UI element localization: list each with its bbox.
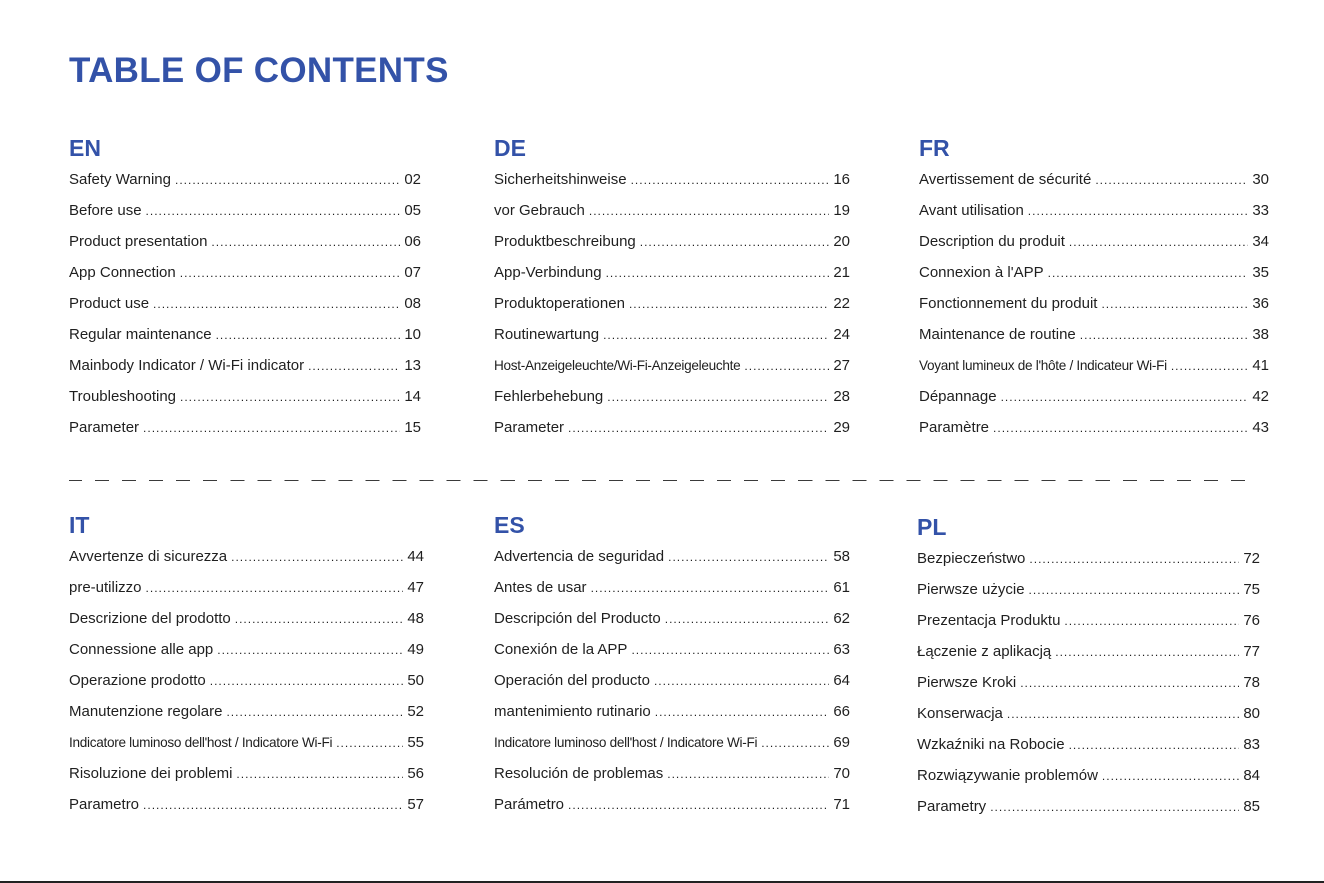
dot-leader	[1064, 611, 1239, 631]
toc-entry-page: 27	[833, 357, 850, 374]
toc-entry-label: Bezpieczeństwo	[917, 550, 1026, 567]
toc-entry-page: 30	[1252, 171, 1269, 188]
toc-entry-label: Connexion à l'APP	[919, 264, 1044, 281]
toc-entry[interactable]	[69, 232, 421, 263]
toc-entry-page: 20	[833, 233, 850, 250]
toc-entry[interactable]	[919, 387, 1269, 418]
section-code-en: EN	[69, 135, 101, 161]
dot-leader	[1028, 201, 1249, 221]
toc-entry-label: Avant utilisation	[919, 202, 1024, 219]
toc-entry-page: 21	[833, 264, 850, 281]
toc-entry-label: Produktbeschreibung	[494, 233, 636, 250]
toc-entry[interactable]	[494, 387, 850, 418]
section-code-it: IT	[69, 512, 90, 538]
toc-entry[interactable]	[494, 170, 850, 201]
toc-entry-page: 75	[1243, 581, 1260, 598]
section-code-fr: FR	[919, 135, 950, 161]
toc-entry-label: Pierwsze Kroki	[917, 674, 1017, 691]
dot-leader	[1102, 766, 1239, 786]
toc-entry-label: Conexión de la APP	[494, 641, 628, 658]
toc-entry-label: Risoluzione dei problemi	[69, 765, 233, 782]
toc-entry-page: 44	[407, 548, 424, 565]
toc-entry-label: Parameter	[69, 419, 140, 436]
toc-entry[interactable]	[917, 797, 1260, 828]
toc-entry-label: Prezentacja Produktu	[917, 612, 1061, 629]
toc-entry-label: Host-Anzeigeleuchte/Wi-Fi-Anzeigeleuchte	[494, 358, 741, 373]
toc-entry[interactable]	[69, 263, 421, 294]
toc-entry[interactable]	[494, 418, 850, 449]
toc-entry[interactable]	[917, 580, 1260, 611]
dot-leader	[631, 640, 829, 660]
dot-leader	[153, 294, 400, 314]
toc-entry-label: Konserwacja	[917, 705, 1003, 722]
toc-entry-page: 61	[833, 579, 850, 596]
toc-entry[interactable]	[919, 232, 1269, 263]
toc-entry[interactable]	[494, 356, 850, 387]
section-fr	[919, 134, 1269, 449]
dot-leader	[216, 325, 401, 345]
toc-entry-page: 64	[833, 672, 850, 689]
toc-entry[interactable]	[69, 640, 424, 671]
dot-leader	[761, 733, 829, 753]
toc-entry[interactable]	[917, 642, 1260, 673]
toc-entry[interactable]	[919, 201, 1269, 232]
toc-entry-page: 05	[404, 202, 421, 219]
dot-leader	[1001, 387, 1249, 407]
toc-entry[interactable]	[494, 609, 850, 640]
dot-leader	[607, 387, 829, 407]
dot-leader	[640, 232, 830, 252]
toc-entry-page: 48	[407, 610, 424, 627]
toc-entry[interactable]	[919, 263, 1269, 294]
dot-leader	[1029, 580, 1240, 600]
dot-leader	[146, 578, 404, 598]
toc-entry-page: 55	[407, 734, 424, 751]
toc-entry-page: 02	[404, 171, 421, 188]
toc-entry-page: 62	[833, 610, 850, 627]
dot-leader	[217, 640, 403, 660]
toc-entry-page: 15	[404, 419, 421, 436]
toc-entry[interactable]	[494, 640, 850, 671]
toc-entry-page: 66	[833, 703, 850, 720]
toc-entry-page: 34	[1252, 233, 1269, 250]
toc-entry-label: Pierwsze użycie	[917, 581, 1025, 598]
dot-leader	[591, 578, 830, 598]
dot-leader	[1029, 549, 1239, 569]
toc-entry-label: Wzkaźniki na Robocie	[917, 736, 1065, 753]
toc-entry-page: 71	[833, 796, 850, 813]
toc-entry-page: 63	[833, 641, 850, 658]
dot-leader	[1171, 356, 1249, 376]
dot-leader	[568, 795, 829, 815]
toc-entry-label: Avvertenze di sicurezza	[69, 548, 228, 565]
section-en	[69, 134, 421, 449]
toc-entry-label: Parametro	[69, 796, 140, 813]
toc-entry-label: Produktoperationen	[494, 295, 625, 312]
toc-entry-label: Avertissement de sécurité	[919, 171, 1092, 188]
toc-entry-page: 38	[1252, 326, 1269, 343]
toc-entry[interactable]	[919, 170, 1269, 201]
toc-entry[interactable]	[494, 201, 850, 232]
section-code-pl: PL	[917, 514, 947, 540]
toc-entry-label: pre-utilizzo	[69, 579, 142, 596]
dot-leader	[629, 294, 829, 314]
toc-entry-page: 50	[407, 672, 424, 689]
toc-entry-label: Product presentation	[69, 233, 208, 250]
toc-entry[interactable]	[69, 733, 424, 764]
toc-entry[interactable]	[69, 671, 424, 702]
dot-leader	[308, 356, 400, 376]
section-divider	[69, 480, 1257, 481]
toc-entry[interactable]	[69, 356, 421, 387]
toc-entry-label: Regular maintenance	[69, 326, 212, 343]
toc-entry-page: 43	[1252, 419, 1269, 436]
toc-entry-page: 16	[833, 171, 850, 188]
toc-entry[interactable]	[917, 735, 1260, 766]
toc-entry-label: Łączenie z aplikacją	[917, 643, 1052, 660]
toc-entry-label: Rozwiązywanie problemów	[917, 767, 1098, 784]
toc-entry-label: Fonctionnement du produit	[919, 295, 1098, 312]
toc-entry[interactable]	[494, 294, 850, 325]
toc-entry-page: 72	[1243, 550, 1260, 567]
toc-entry[interactable]	[69, 170, 421, 201]
section-pl	[917, 513, 1260, 828]
toc-entry-label: Paramètre	[919, 419, 990, 436]
dot-leader	[631, 170, 830, 190]
toc-list-de	[494, 170, 850, 449]
toc-entry[interactable]	[917, 766, 1260, 797]
dot-leader	[143, 795, 403, 815]
dot-leader	[1095, 170, 1248, 190]
dot-leader	[654, 671, 829, 691]
toc-entry[interactable]	[494, 764, 850, 795]
toc-entry[interactable]	[69, 387, 421, 418]
dot-leader	[1069, 735, 1240, 755]
toc-entry-label: App-Verbindung	[494, 264, 602, 281]
section-es	[494, 511, 850, 826]
toc-entry-page: 49	[407, 641, 424, 658]
toc-entry-label: App Connection	[69, 264, 176, 281]
toc-entry-label: Parámetro	[494, 796, 565, 813]
toc-entry-label: Fehlerbehebung	[494, 388, 604, 405]
toc-entry-page: 52	[407, 703, 424, 720]
toc-entry[interactable]	[69, 325, 421, 356]
dot-leader	[667, 764, 829, 784]
dot-leader	[1048, 263, 1249, 283]
toc-entry-page: 22	[833, 295, 850, 312]
toc-entry[interactable]	[69, 795, 424, 826]
toc-entry-page: 69	[833, 734, 850, 751]
dot-leader	[180, 387, 400, 407]
toc-entry[interactable]	[917, 704, 1260, 735]
toc-list-es	[494, 547, 850, 826]
toc-entry-page: 57	[407, 796, 424, 813]
toc-entry-page: 08	[404, 295, 421, 312]
dot-leader	[606, 263, 830, 283]
toc-entry-label: Indicatore luminoso dell'host / Indicatore Wi-Fi	[69, 735, 333, 750]
toc-entry-page: 24	[833, 326, 850, 343]
dot-leader	[1055, 642, 1239, 662]
toc-entry-label: Indicatore luminoso dell'host / Indicatore Wi-Fi	[494, 735, 758, 750]
dot-leader	[143, 418, 400, 438]
toc-entry-label: Operazione prodotto	[69, 672, 206, 689]
dot-leader	[175, 170, 400, 190]
dot-leader	[180, 263, 401, 283]
toc-entry[interactable]	[919, 418, 1269, 449]
toc-entry-page: 36	[1252, 295, 1269, 312]
toc-entry[interactable]	[919, 294, 1269, 325]
toc-entry-label: Maintenance de routine	[919, 326, 1076, 343]
toc-entry-label: Before use	[69, 202, 142, 219]
toc-entry[interactable]	[494, 325, 850, 356]
toc-entry[interactable]	[69, 764, 424, 795]
toc-entry-page: 70	[833, 765, 850, 782]
toc-entry-page: 06	[404, 233, 421, 250]
toc-entry[interactable]	[494, 263, 850, 294]
dot-leader	[665, 609, 830, 629]
toc-entry-page: 80	[1243, 705, 1260, 722]
toc-entry[interactable]	[69, 418, 421, 449]
dot-leader	[1069, 232, 1248, 252]
toc-entry[interactable]	[494, 671, 850, 702]
toc-entry-label: Operación del producto	[494, 672, 650, 689]
toc-entry[interactable]	[69, 201, 421, 232]
toc-entry[interactable]	[494, 578, 850, 609]
dot-leader	[1007, 704, 1239, 724]
toc-entry[interactable]	[494, 702, 850, 733]
section-it	[69, 511, 424, 826]
dot-leader	[1020, 673, 1239, 693]
dot-leader	[231, 547, 403, 567]
toc-entry[interactable]	[917, 611, 1260, 642]
dot-leader	[568, 418, 829, 438]
section-code-es: ES	[494, 512, 525, 538]
toc-entry-label: Parametry	[917, 798, 987, 815]
dot-leader	[668, 547, 829, 567]
toc-entry-label: Advertencia de seguridad	[494, 548, 665, 565]
dot-leader	[655, 702, 830, 722]
toc-entry-page: 33	[1252, 202, 1269, 219]
toc-entry-page: 28	[833, 388, 850, 405]
toc-entry-page: 13	[404, 357, 421, 374]
toc-entry-label: Mainbody Indicator / Wi-Fi indicator	[69, 357, 305, 374]
toc-entry-page: 47	[407, 579, 424, 596]
toc-entry-page: 35	[1252, 264, 1269, 281]
toc-entry[interactable]	[494, 733, 850, 764]
toc-entry-label: Troubleshooting	[69, 388, 177, 405]
dot-leader	[603, 325, 829, 345]
dot-leader	[990, 797, 1239, 817]
toc-entry-page: 58	[833, 548, 850, 565]
dot-leader	[236, 764, 403, 784]
toc-entry-label: Voyant lumineux de l'hôte / Indicateur Wi-Fi	[919, 358, 1167, 373]
toc-entry-page: 19	[833, 202, 850, 219]
toc-entry-label: Manutenzione regolare	[69, 703, 223, 720]
toc-entry[interactable]	[917, 673, 1260, 704]
toc-entry-page: 77	[1243, 643, 1260, 660]
toc-list-en	[69, 170, 421, 449]
toc-list-fr	[919, 170, 1269, 449]
toc-entry[interactable]	[69, 702, 424, 733]
dot-leader	[210, 671, 404, 691]
toc-entry[interactable]	[919, 325, 1269, 356]
toc-entry-label: Descripción del Producto	[494, 610, 661, 627]
toc-entry-page: 85	[1243, 798, 1260, 815]
dot-leader	[146, 201, 401, 221]
toc-list-pl	[917, 549, 1260, 828]
toc-entry-page: 83	[1243, 736, 1260, 753]
dot-leader	[1080, 325, 1249, 345]
toc-entry-page: 56	[407, 765, 424, 782]
section-code-de: DE	[494, 135, 526, 161]
dot-leader	[589, 201, 829, 221]
toc-entry[interactable]	[69, 609, 424, 640]
toc-entry-page: 41	[1252, 357, 1269, 374]
dot-leader	[1101, 294, 1248, 314]
toc-entry-label: Dépannage	[919, 388, 997, 405]
toc-list-it	[69, 547, 424, 826]
section-de	[494, 134, 850, 449]
dot-leader	[744, 356, 829, 376]
toc-entry-label: vor Gebrauch	[494, 202, 585, 219]
toc-entry-page: 10	[404, 326, 421, 343]
toc-entry-label: Product use	[69, 295, 150, 312]
toc-entry-label: Safety Warning	[69, 171, 171, 188]
toc-entry-page: 07	[404, 264, 421, 281]
toc-entry[interactable]	[69, 547, 424, 578]
toc-entry-label: Descrizione del prodotto	[69, 610, 231, 627]
toc-entry[interactable]	[69, 578, 424, 609]
toc-entry[interactable]	[69, 294, 421, 325]
toc-entry[interactable]	[919, 356, 1269, 387]
toc-entry[interactable]	[494, 795, 850, 826]
page-title: TABLE OF CONTENTS	[69, 51, 449, 90]
dot-leader	[226, 702, 403, 722]
toc-entry-label: Resolución de problemas	[494, 765, 664, 782]
toc-entry[interactable]	[494, 232, 850, 263]
dot-leader	[993, 418, 1248, 438]
toc-entry-page: 84	[1243, 767, 1260, 784]
toc-entry[interactable]	[917, 549, 1260, 580]
toc-entry-label: mantenimiento rutinario	[494, 703, 651, 720]
dot-leader	[336, 733, 403, 753]
toc-entry-label: Routinewartung	[494, 326, 600, 343]
toc-entry-page: 42	[1252, 388, 1269, 405]
toc-entry-page: 76	[1243, 612, 1260, 629]
dot-leader	[235, 609, 404, 629]
toc-entry-label: Antes de usar	[494, 579, 587, 596]
toc-entry-page: 29	[833, 419, 850, 436]
toc-entry-label: Parameter	[494, 419, 565, 436]
toc-entry-page: 14	[404, 388, 421, 405]
toc-entry-page: 78	[1243, 674, 1260, 691]
toc-entry-label: Description du produit	[919, 233, 1065, 250]
toc-entry-label: Sicherheitshinweise	[494, 171, 627, 188]
dot-leader	[211, 232, 400, 252]
toc-entry[interactable]	[494, 547, 850, 578]
toc-entry-label: Connessione alle app	[69, 641, 214, 658]
